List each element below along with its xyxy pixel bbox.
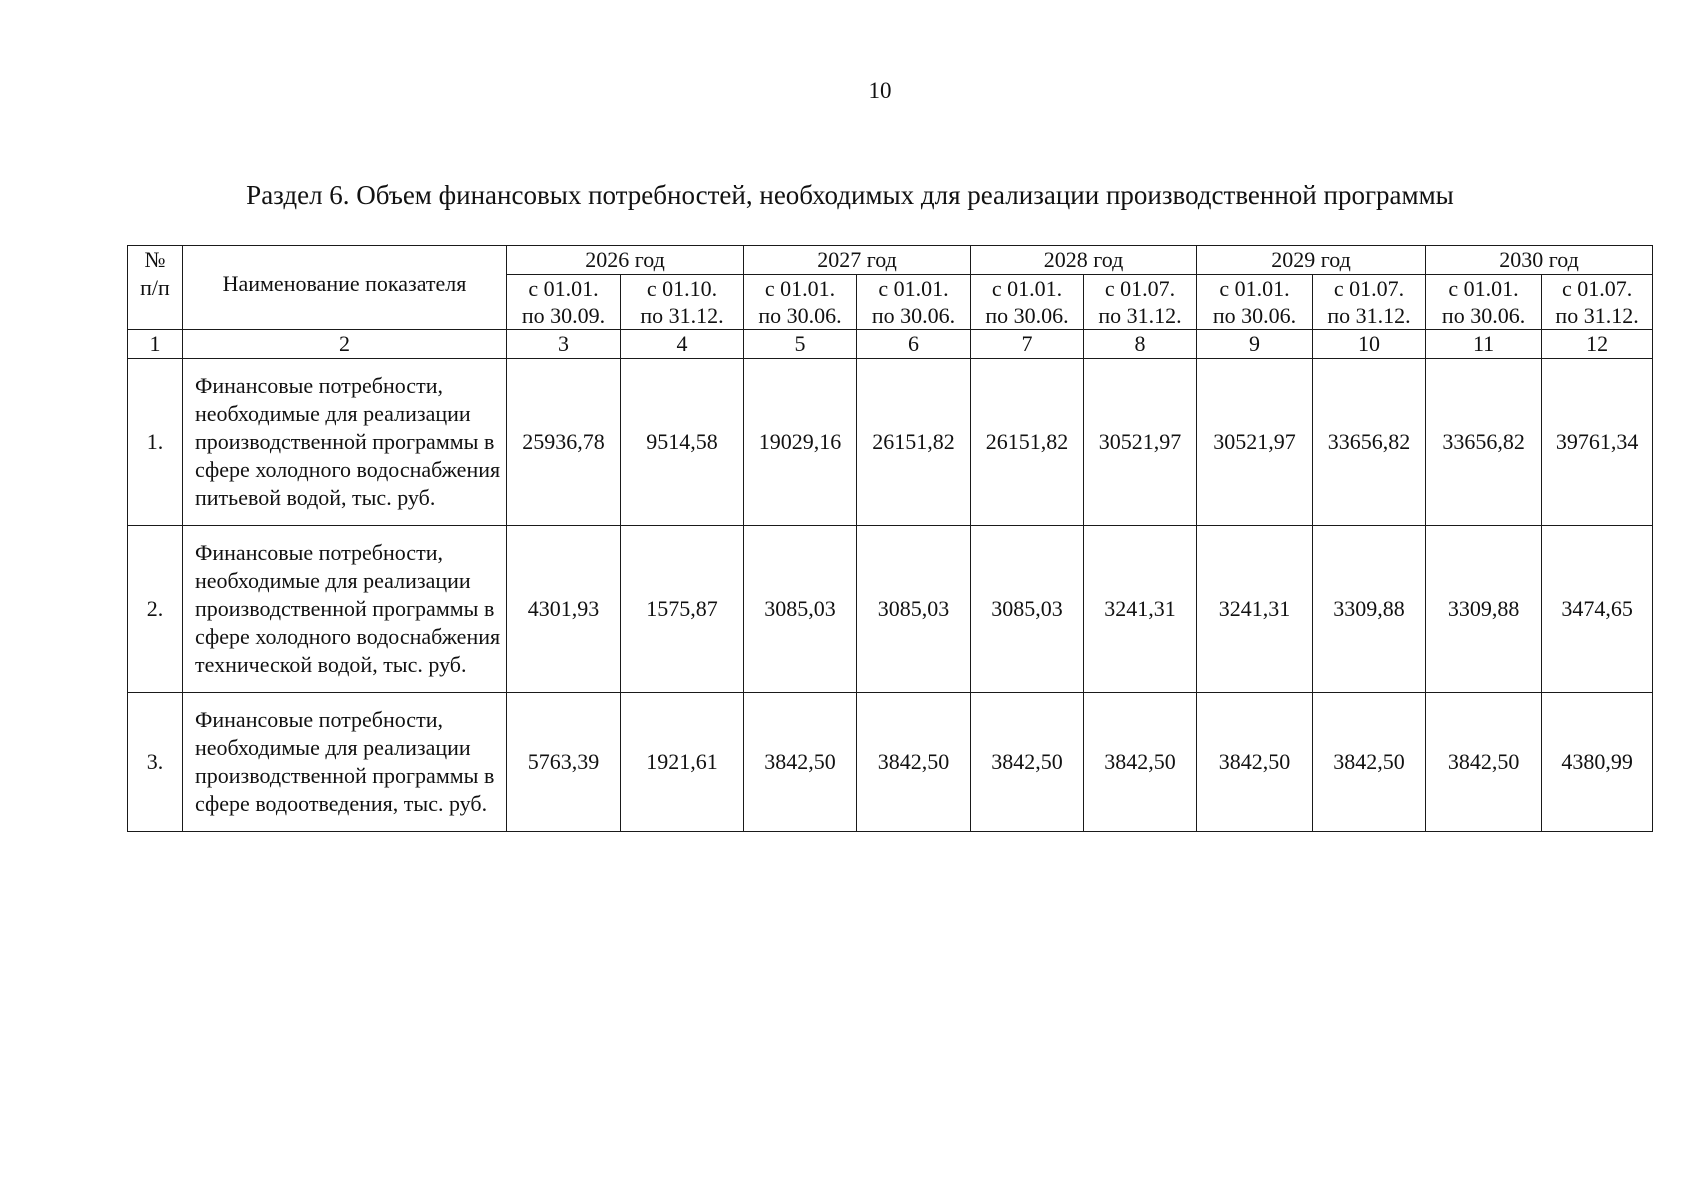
column-number: 1 [128, 330, 183, 359]
page-number: 10 [868, 78, 892, 103]
value-cell: 5763,39 [507, 693, 621, 832]
header-period: с 01.07. по 31.12. [1313, 275, 1426, 330]
value-cell: 4301,93 [507, 526, 621, 693]
value-cell: 3241,31 [1197, 526, 1313, 693]
value-cell: 26151,82 [971, 359, 1084, 526]
column-number: 4 [621, 330, 744, 359]
value-cell: 30521,97 [1084, 359, 1197, 526]
section-title: Раздел 6. Объем финансовых потребностей, необходимых для реализации производственной программы [246, 180, 1454, 210]
value-cell: 30521,97 [1197, 359, 1313, 526]
column-number: 11 [1426, 330, 1542, 359]
table-row [128, 359, 1653, 526]
header-period: с 01.01. по 30.06. [1426, 275, 1542, 330]
header-row-number: № п/п [128, 246, 183, 330]
value-cell: 3842,50 [971, 693, 1084, 832]
value-cell: 1921,61 [621, 693, 744, 832]
header-year: 2026 год [507, 246, 744, 275]
column-numbers-row [128, 330, 1653, 359]
value-cell: 3085,03 [971, 526, 1084, 693]
value-cell: 3241,31 [1084, 526, 1197, 693]
header-period: с 01.07. по 31.12. [1542, 275, 1653, 330]
value-cell: 39761,34 [1542, 359, 1653, 526]
value-cell: 3842,50 [744, 693, 857, 832]
column-number: 3 [507, 330, 621, 359]
header-period: с 01.01. по 30.06. [744, 275, 857, 330]
value-cell: 4380,99 [1542, 693, 1653, 832]
column-number: 10 [1313, 330, 1426, 359]
header-period: с 01.01. по 30.06. [857, 275, 971, 330]
header-indicator-name: Наименование показателя [183, 246, 507, 330]
column-number: 5 [744, 330, 857, 359]
value-cell: 3842,50 [1197, 693, 1313, 832]
header-year: 2029 год [1197, 246, 1426, 275]
value-cell: 3309,88 [1426, 526, 1542, 693]
column-number: 6 [857, 330, 971, 359]
column-number: 2 [183, 330, 507, 359]
value-cell: 3842,50 [1313, 693, 1426, 832]
header-period: с 01.10. по 31.12. [621, 275, 744, 330]
value-cell: 9514,58 [621, 359, 744, 526]
column-number: 12 [1542, 330, 1653, 359]
row-number: 3. [128, 693, 183, 832]
header-period: с 01.01. по 30.09. [507, 275, 621, 330]
header-period: с 01.07. по 31.12. [1084, 275, 1197, 330]
header-period: с 01.01. по 30.06. [1197, 275, 1313, 330]
value-cell: 3842,50 [1426, 693, 1542, 832]
header-year: 2028 год [971, 246, 1197, 275]
row-number: 2. [128, 526, 183, 693]
value-cell: 33656,82 [1313, 359, 1426, 526]
value-cell: 3085,03 [857, 526, 971, 693]
header-year: 2027 год [744, 246, 971, 275]
value-cell: 3474,65 [1542, 526, 1653, 693]
table-row [128, 526, 1653, 693]
value-cell: 3842,50 [1084, 693, 1197, 832]
column-number: 7 [971, 330, 1084, 359]
table-row [128, 693, 1653, 832]
row-number: 1. [128, 359, 183, 526]
column-number: 9 [1197, 330, 1313, 359]
value-cell: 1575,87 [621, 526, 744, 693]
value-cell: 33656,82 [1426, 359, 1542, 526]
value-cell: 3085,03 [744, 526, 857, 693]
value-cell: 3842,50 [857, 693, 971, 832]
indicator-name: Финансовые потребности, необходимые для реализации производственной программы в сфере холодного водоснабжения питьевой водой, тыс. руб. [183, 359, 507, 526]
value-cell: 26151,82 [857, 359, 971, 526]
indicator-name: Финансовые потребности, необходимые для реализации производственной программы в сфере холодного водоснабжения технической водой, тыс. руб. [183, 526, 507, 693]
value-cell: 19029,16 [744, 359, 857, 526]
value-cell: 3309,88 [1313, 526, 1426, 693]
indicator-name: Финансовые потребности, необходимые для реализации производственной программы в сфере водоотведения, тыс. руб. [183, 693, 507, 832]
financial-needs-table [127, 245, 1653, 832]
header-row-years [128, 246, 1653, 275]
header-period: с 01.01. по 30.06. [971, 275, 1084, 330]
header-year: 2030 год [1426, 246, 1653, 275]
value-cell: 25936,78 [507, 359, 621, 526]
column-number: 8 [1084, 330, 1197, 359]
